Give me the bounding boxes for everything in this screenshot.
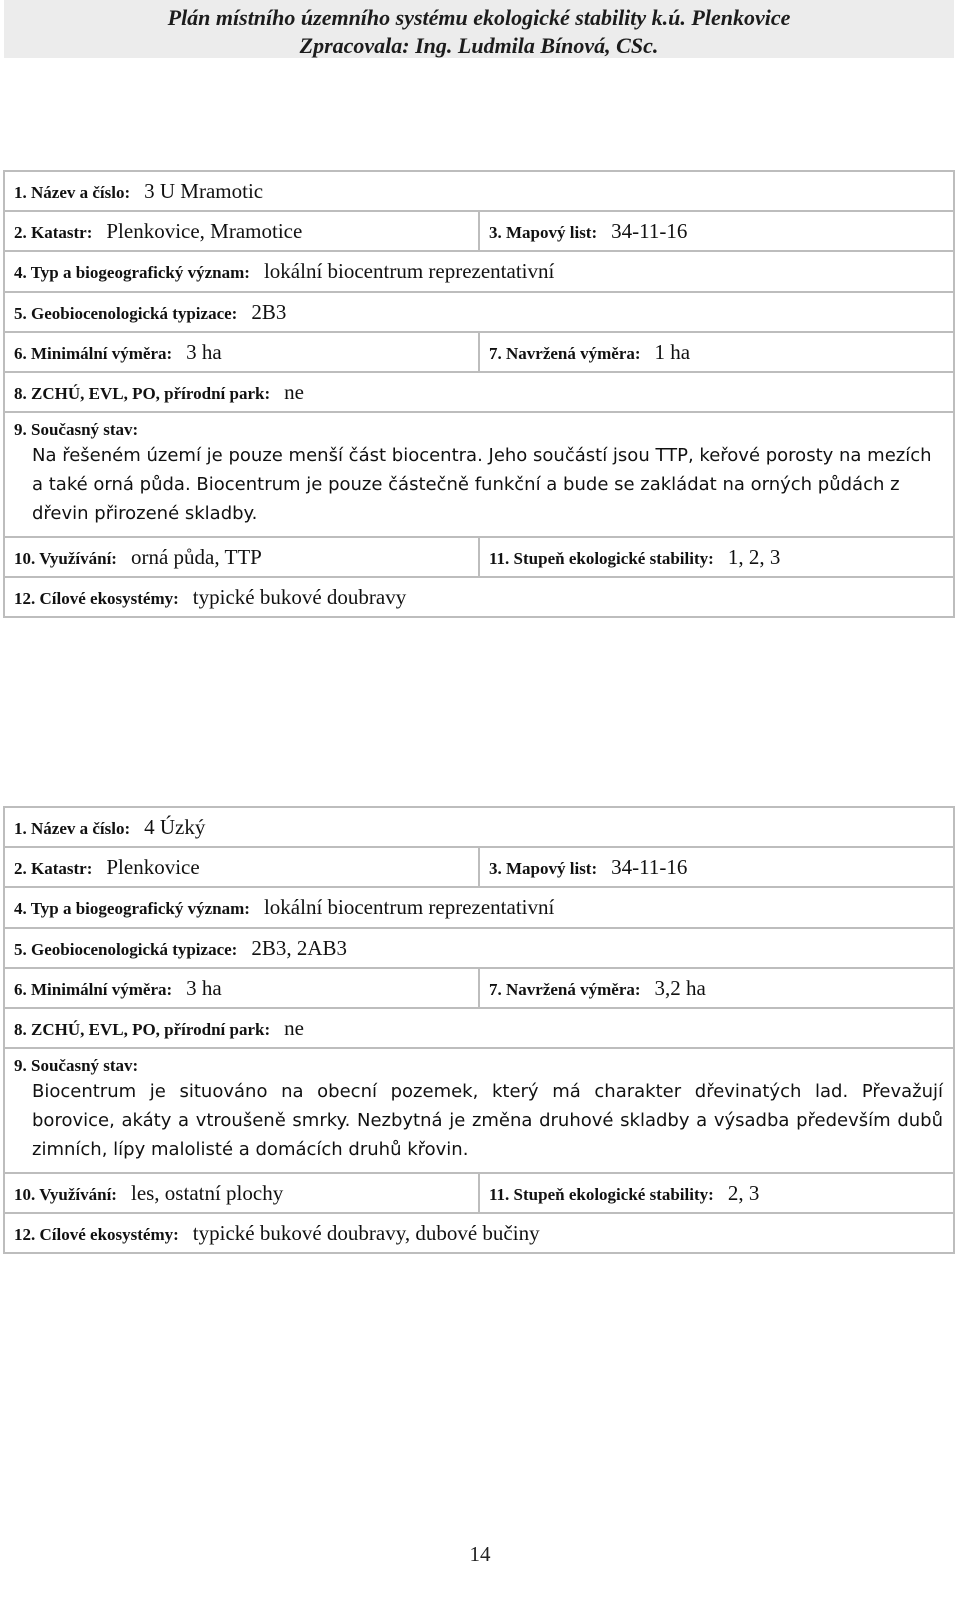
protection-value: ne <box>284 379 304 404</box>
katastr-value: Plenkovice, Mramotice <box>106 218 303 243</box>
target-label: 12. Cílové ekosystémy: <box>14 1224 179 1244</box>
stability-label: 11. Stupeň ekologické stability: <box>489 1184 714 1204</box>
use-label: 10. Využívání: <box>14 548 117 568</box>
proposed-area-value: 1 ha <box>654 339 691 364</box>
type-value: lokální biocentrum reprezentativní <box>263 895 555 919</box>
biocentrum-card-2 <box>3 806 955 1254</box>
state-label: 9. Současný stav: <box>14 1056 139 1075</box>
state-text: Na řešeném území je pouze menší část biocentra. Jeho součástí jsou TTP, keřové porosty na mezích a také orná půda. Biocentrum je pouze částečně funkční a bude se zakládat na orných půdách z dřevin přirozené skladby. <box>32 445 932 524</box>
document-header <box>4 0 954 58</box>
card-row-use <box>4 537 954 577</box>
geo-typization-value: 2B3, 2AB3 <box>251 935 348 960</box>
target-label: 12. Cílové ekosystémy: <box>14 588 179 608</box>
state-text: Biocentrum je situováno na obecní pozemek, který má charakter dřevinatých lad. Převažují borovice, akáty a vtroušeně smrky. Nezbytná je změna druhové skladby a výsadba především dubů zimních, lípy malolisté a domácích druhů křovin. <box>32 1081 943 1160</box>
protection-value: ne <box>284 1015 304 1040</box>
card-row-name <box>4 171 954 211</box>
card-row-geo <box>4 928 954 968</box>
stability-label: 11. Stupeň ekologické stability: <box>489 548 714 568</box>
card-row-name <box>4 807 954 847</box>
stability-value: 2, 3 <box>727 1180 760 1205</box>
proposed-area-value: 3,2 ha <box>654 975 706 1000</box>
geo-typization-value: 2B3 <box>251 299 287 324</box>
proposed-area-label: 7. Navržená výměra: <box>489 979 641 999</box>
name-value: 4 Úzký <box>144 814 206 839</box>
card-row-katastr <box>4 847 954 887</box>
use-label: 10. Využívání: <box>14 1184 117 1204</box>
card-row-type <box>4 251 954 292</box>
card-row-area <box>4 332 954 372</box>
card-row-target <box>4 1213 954 1253</box>
map-sheet-label: 3. Mapový list: <box>489 858 598 878</box>
geo-typization-label: 5. Geobiocenologická typizace: <box>14 303 238 323</box>
header-author: Zpracovala: Ing. Ludmila Bínová, CSc. <box>299 33 659 58</box>
card-row-state <box>4 412 954 537</box>
name-value: 3 U Mramotic <box>144 178 264 203</box>
card-row-protection <box>4 1008 954 1048</box>
name-label: 1. Název a číslo: <box>14 182 131 202</box>
card-row-use <box>4 1173 954 1213</box>
stability-value: 1, 2, 3 <box>727 544 781 569</box>
min-area-value: 3 ha <box>186 975 222 1000</box>
geo-typization-label: 5. Geobiocenologická typizace: <box>14 939 238 959</box>
min-area-value: 3 ha <box>186 339 222 364</box>
type-label: 4. Typ a biogeografický význam: <box>14 899 250 918</box>
use-value: les, ostatní plochy <box>130 1180 284 1205</box>
target-value: typické bukové doubravy <box>192 584 407 609</box>
map-sheet-label: 3. Mapový list: <box>489 222 598 242</box>
card-row-area <box>4 968 954 1008</box>
proposed-area-label: 7. Navržená výměra: <box>489 343 641 363</box>
name-label: 1. Název a číslo: <box>14 818 131 838</box>
katastr-label: 2. Katastr: <box>14 222 93 242</box>
map-sheet-value: 34-11-16 <box>611 218 688 243</box>
card-row-geo <box>4 292 954 332</box>
katastr-value: Plenkovice <box>106 854 200 879</box>
biocentrum-card-1 <box>3 170 955 618</box>
protection-label: 8. ZCHÚ, EVL, PO, přírodní park: <box>14 1019 271 1039</box>
card-row-katastr <box>4 211 954 251</box>
use-value: orná půda, TTP <box>130 544 262 569</box>
target-value: typické bukové doubravy, dubové bučiny <box>192 1220 540 1245</box>
katastr-label: 2. Katastr: <box>14 858 93 878</box>
state-label: 9. Současný stav: <box>14 420 139 439</box>
header-title: Plán místního územního systému ekologické stability k.ú. Plenkovice <box>167 5 791 30</box>
type-value: lokální biocentrum reprezentativní <box>263 259 555 283</box>
type-label: 4. Typ a biogeografický význam: <box>14 263 250 282</box>
page-number: 14 <box>469 1542 491 1566</box>
protection-label: 8. ZCHÚ, EVL, PO, přírodní park: <box>14 383 271 403</box>
card-row-state <box>4 1048 954 1173</box>
card-row-target <box>4 577 954 617</box>
min-area-label: 6. Minimální výměra: <box>14 343 173 363</box>
card-row-protection <box>4 372 954 412</box>
map-sheet-value: 34-11-16 <box>611 854 688 879</box>
card-row-type <box>4 887 954 928</box>
min-area-label: 6. Minimální výměra: <box>14 979 173 999</box>
